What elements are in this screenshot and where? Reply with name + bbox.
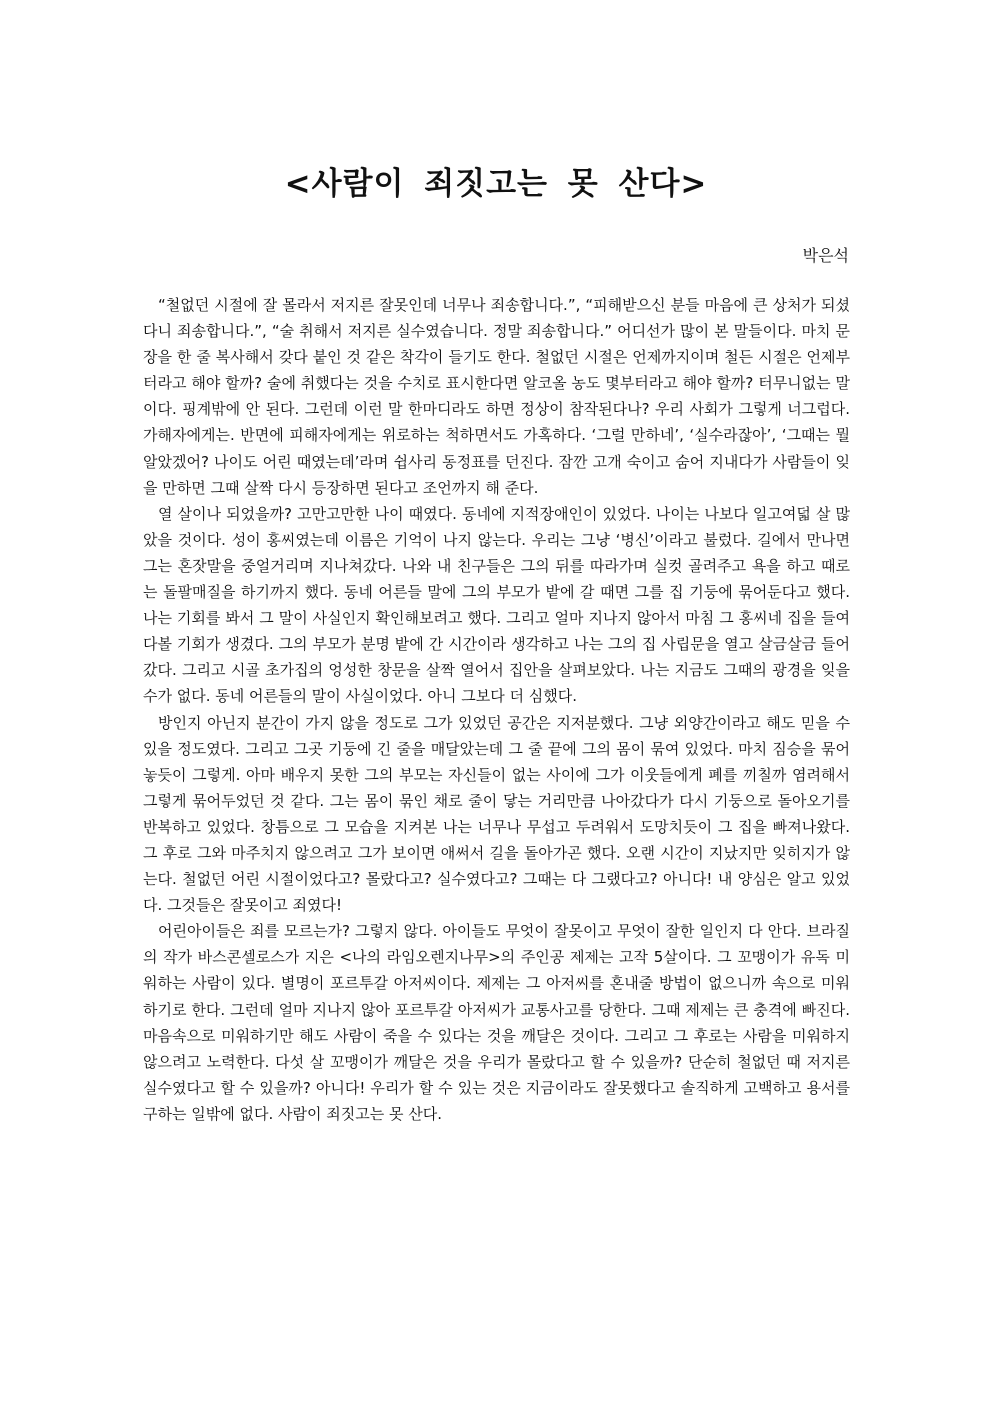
document-title: <사람이 죄짓고는 못 산다> (284, 166, 708, 202)
body-paragraph: 방인지 아닌지 분간이 가지 않을 정도로 그가 있었던 공간은 지저분했다. 그냥 외양간이라고 해도 믿을 수 있을 정도였다. 그리고 그곳 기둥에 긴 줄을 매달았는데 그 줄 끝에 그의 몸이 묶여 있었다. 마치 짐승을 묶어 놓듯이 그렇게. 아마 배우지 못한 그의 부모는 자신들이 없는 사이에 그가 이웃들에게 폐를 끼칠까 염려해서 그렇게 묶어두었던 것 같다. 그는 몸이 묶인 채로 줄이 닿는 거리만큼 나아갔다가 다시 기둥으로 돌아오기를 반복하고 있었다. 창틈으로 그 모습을 지켜본 나는 너무나 무섭고 두려워서 도망치듯이 그 집을 빠져나왔다. 그 후로 그와 마주치지 않으려고 그가 보이면 애써서 길을 돌아가곤 했다. 오랜 시간이 지났지만 잊히지가 않는다. 철없던 어린 시절이었다고? 몰랐다고? 실수였다고? 그때는 다 그랬다고? 아니다! 내 양심은 알고 있었다. 그것들은 잘못이고 죄였다! (143, 713, 850, 915)
body-paragraph: “철없던 시절에 잘 몰라서 저지른 잘못인데 너무나 죄송합니다.”, “피해받으신 분들 마음에 큰 상처가 되셨다니 죄송합니다.”, “술 취해서 저지른 실수였습니다. 정말 죄송합니다.” 어디선가 많이 본 말들이다. 마치 문장을 한 줄 복사해서 갖다 붙인 것 같은 착각이 들기도 한다. 철없던 시절은 언제까지이며 철든 시절은 언제부터라고 해야 할까? 술에 취했다는 것을 수치로 표시한다면 알코올 농도 몇부터라고 해야 할까? 터무니없는 말이다. 핑계밖에 안 된다. 그런데 이런 말 한마디라도 하면 정상이 참작된다나? 우리 사회가 그렇게 너그럽다. 가해자에게는. 반면에 피해자에게는 위로하는 척하면서도 가혹하다. ‘그럴 만하네’, ‘실수라잖아’, ‘그때는 뭘 알았겠어? 나이도 어린 때였는데’라며 쉽사리 동정표를 던진다. 잠깐 고개 숙이고 숨어 지내다가 사람들이 잊을 만하면 그때 살짝 다시 등장하면 된다고 조언까지 해 준다. (143, 296, 850, 497)
body-paragraph: 열 살이나 되었을까? 고만고만한 나이 때였다. 동네에 지적장애인이 있었다. 나이는 나보다 일고여덟 살 많았을 것이다. 성이 홍씨였는데 이름은 기억이 나지 않는다. 우리는 그냥 ‘병신’이라고 불렀다. 길에서 만나면 그는 혼잣말을 중얼거리며 지나쳐갔다. 나와 내 친구들은 그의 뒤를 따라가며 실컷 골려주고 욕을 하고 때로는 돌팔매질을 하기까지 했다. 동네 어른들 말에 그의 부모가 밭에 갈 때면 그를 집 기둥에 묶어둔다고 했다. 나는 기회를 봐서 그 말이 사실인지 확인해보려고 했다. 그리고 얼마 지나지 않아서 마침 그 홍씨네 집을 들여다볼 기회가 생겼다. 그의 부모가 분명 밭에 간 시간이라 생각하고 나는 그의 집 사립문을 열고 살금살금 들어갔다. 그리고 시골 초가집의 엉성한 창문을 살짝 열어서 집안을 살펴보았다. 나는 지금도 그때의 광경을 잊을 수가 없다. 동네 어른들의 말이 사실이었다. 아니 그보다 더 심했다. (143, 504, 850, 706)
body-paragraph: 어린아이들은 죄를 모르는가? 그렇지 않다. 아이들도 무엇이 잘못이고 무엇이 잘한 일인지 다 안다. 브라질의 작가 바스콘셀로스가 지은 <나의 라임오렌지나무>의 주인공 제제는 고작 5살이다. 그 꼬맹이가 유독 미워하는 사람이 있다. 별명이 포르투갈 아저씨이다. 제제는 그 아저씨를 혼내줄 방법이 없으니까 속으로 미워하기로 한다. 그런데 얼마 지나지 않아 포르투갈 아저씨가 교통사고를 당한다. 그때 제제는 큰 충격에 빠진다. 마음속으로 미워하기만 해도 사람이 죽을 수 있다는 것을 깨달은 것이다. 그리고 그 후로는 사람을 미워하지 않으려고 노력한다. 다섯 살 꼬맹이가 깨달은 것을 우리가 몰랐다고 할 수 있을까? 단순히 철없던 때 저지른 실수였다고 할 수 있을까? 아니다! 우리가 할 수 있는 것은 지금이라도 잘못했다고 솔직하게 고백하고 용서를 구하는 일밖에 없다. 사람이 죄짓고는 못 산다. (143, 922, 850, 1123)
author-name: 박은석 (802, 246, 849, 265)
document-body (143, 292, 850, 1127)
